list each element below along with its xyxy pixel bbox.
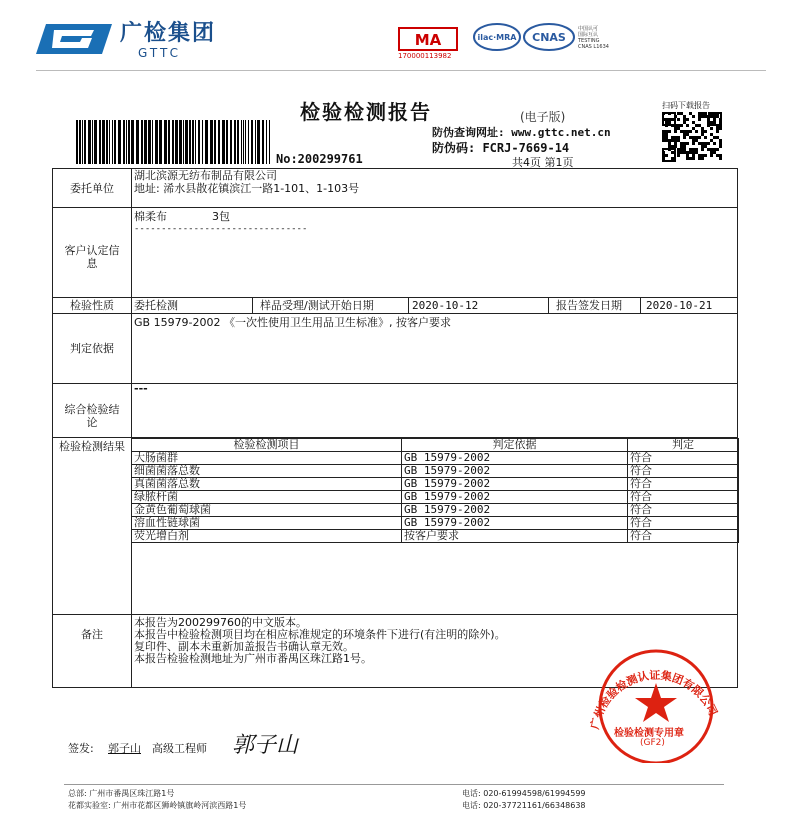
basis: GB 15979-2002 (402, 491, 628, 504)
client-label: 委托单位 (70, 182, 114, 195)
date-label: 样品受理/测试开始日期 (260, 299, 374, 312)
footer-hq: 总部: 广州市番禺区珠江路1号 (68, 789, 175, 798)
seal-center-text: 检验检测专用章 (614, 728, 684, 739)
qr-code[interactable] (662, 112, 722, 162)
cma-number: 170000113982 (398, 52, 452, 60)
sample-qty: 3包 (212, 210, 230, 223)
date-value: 2020-10-12 (412, 299, 479, 312)
results-header-row (132, 439, 739, 452)
table-row (132, 504, 739, 517)
item: 绿脓杆菌 (132, 491, 402, 504)
row-divider (52, 614, 738, 615)
page-info: 共4页 第1页 (512, 156, 574, 169)
cnas-note-1: 中国认可 (578, 26, 599, 32)
report-number: No:200299761 (276, 152, 363, 166)
basis: GB 15979-2002 (402, 452, 628, 465)
svg-text:MA: MA (414, 31, 442, 49)
anti-fake-code: 防伪码: FCRJ-7669-14 (432, 141, 570, 155)
sample-dashes: -------------------------------- (134, 224, 308, 234)
remark-line: 本报告中检验检测项目均在相应标准规定的环境条件下进行(有注明的除外)。 (134, 628, 506, 641)
header-divider (36, 70, 766, 71)
verdict: 符合 (628, 491, 739, 504)
footer-hq-tel: 电话: 020-61994598/61994599 (462, 789, 586, 798)
barcode (76, 120, 272, 164)
table-row (132, 452, 739, 465)
brand-subtitle: GTTC (138, 46, 181, 60)
row-divider (52, 207, 738, 208)
brand-logo (36, 24, 112, 54)
verdict: 符合 (628, 517, 739, 530)
row-divider (52, 383, 738, 384)
issue-label: 报告签发日期 (556, 299, 622, 312)
cnas-logo (522, 22, 576, 52)
footer-branch: 花都实验室: 广州市花都区狮岭镇旗岭河滨西路1号 (68, 801, 247, 810)
remarks-label: 备注 (81, 628, 103, 641)
item: 金黄色葡萄球菌 (132, 504, 402, 517)
row-divider (52, 313, 738, 314)
remark-line: 复印件、副本未重新加盖报告书确认章无效。 (134, 640, 354, 653)
sign-label: 签发: (68, 742, 94, 755)
signer-title: 高级工程师 (152, 742, 207, 755)
verdict: 符合 (628, 465, 739, 478)
conclusion-label: 综合检验结论 (64, 403, 120, 429)
verdict: 符合 (628, 530, 739, 543)
verdict: 符合 (628, 478, 739, 491)
basis-text: GB 15979-2002 《一次性使用卫生用品卫生标准》, 按客户要求 (134, 316, 452, 329)
qr-caption: 扫码下载报告 (662, 101, 710, 110)
signer-name: 郭子山 (108, 742, 141, 755)
results-label: 检验检测结果 (59, 440, 125, 453)
basis: 按客户要求 (402, 530, 628, 543)
client-name: 湖北滨源无纺布制品有限公司 (134, 169, 277, 182)
label-column-divider (131, 168, 132, 688)
cnas-note-4: CNAS L1634 (578, 44, 609, 50)
header-verdict: 判定 (628, 439, 739, 452)
table-row (132, 530, 739, 543)
cell-divider (408, 297, 409, 313)
query-website: 防伪查询网址: www.gttc.net.cn (432, 126, 611, 139)
edition-label: (电子版) (520, 110, 566, 124)
cnas-note (578, 26, 609, 50)
table-row (132, 465, 739, 478)
item: 溶血性链球菌 (132, 517, 402, 530)
conclusion-text: --- (134, 382, 148, 395)
report-table (52, 168, 738, 688)
cnas-note-2: 国际互认 (578, 32, 599, 38)
table-row (132, 491, 739, 504)
footer-branch-tel: 电话: 020-37721161/66348638 (462, 801, 586, 810)
svg-text:CNAS: CNAS (532, 31, 566, 44)
table-row (132, 478, 739, 491)
item: 荧光增白剂 (132, 530, 402, 543)
results-table (131, 438, 739, 543)
footer-divider (64, 784, 724, 785)
header-basis: 判定依据 (402, 439, 628, 452)
item: 大肠菌群 (132, 452, 402, 465)
item: 真菌菌落总数 (132, 478, 402, 491)
seal-code: (GF2) (640, 738, 665, 748)
basis-label: 判定依据 (70, 342, 114, 355)
brand-name: 广检集团 (120, 20, 217, 46)
sample-label: 客户认定信息 (64, 244, 120, 270)
cnas-note-3: TESTING (578, 38, 600, 44)
header-item: 检验检测项目 (132, 439, 402, 452)
item: 细菌菌落总数 (132, 465, 402, 478)
nature-label: 检验性质 (70, 299, 114, 312)
cma-logo (398, 26, 458, 52)
nature-value: 委托检测 (134, 299, 178, 312)
sample-name: 棉柔布 (134, 210, 167, 223)
report-title: 检验检测报告 (300, 100, 432, 124)
cell-divider (252, 297, 253, 313)
row-divider (52, 297, 738, 298)
ilac-logo (472, 22, 522, 52)
handwritten-signature: 郭子山 (232, 733, 299, 758)
client-address: 地址: 浠水县散花镇滨江一路1-101、1-103号 (134, 182, 360, 195)
verdict: 符合 (628, 452, 739, 465)
basis: GB 15979-2002 (402, 517, 628, 530)
basis: GB 15979-2002 (402, 478, 628, 491)
table-row (132, 517, 739, 530)
issue-date: 2020-10-21 (646, 299, 713, 312)
cell-divider (548, 297, 549, 313)
remark-line: 本报告检验检测地址为广州市番禺区珠江路1号。 (134, 652, 372, 665)
verdict: 符合 (628, 504, 739, 517)
svg-text:ilac·MRA: ilac·MRA (477, 33, 517, 42)
remark-line: 本报告为200299760的中文版本。 (134, 616, 307, 629)
svg-text:广州检验检测认证集团有限公司: 广州检验检测认证集团有限公司 (588, 668, 720, 731)
basis: GB 15979-2002 (402, 504, 628, 517)
basis: GB 15979-2002 (402, 465, 628, 478)
cell-divider (640, 297, 641, 313)
